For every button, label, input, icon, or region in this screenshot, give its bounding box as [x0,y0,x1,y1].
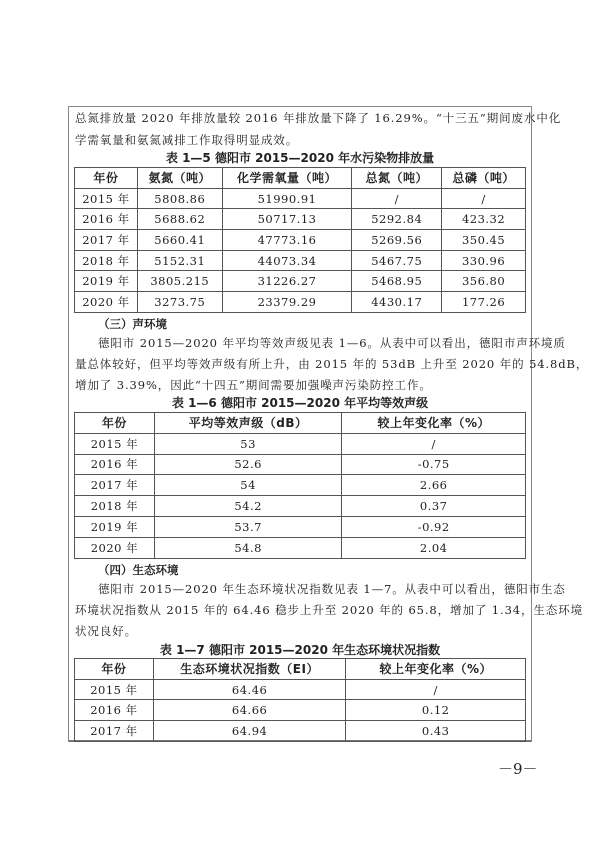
table-cell: 5808.86 [137,188,222,209]
paragraph-line: 状况良好。 [75,624,137,638]
column-header: 生态环境状况指数（EI） [153,659,346,680]
table-cell: 2018 年 [75,250,138,271]
table-row [75,230,526,251]
column-header: 年份 [75,168,138,189]
table-row [75,209,526,230]
table-header-row [75,168,526,189]
table-cell: 3805.215 [137,271,222,292]
table-water-pollutants [74,167,526,313]
table-cell: 2.04 [342,537,526,558]
table-cell: 5688.62 [137,209,222,230]
table-cell: 177.26 [442,292,526,313]
table-cell: 5292.84 [352,209,442,230]
table-cell: 2017 年 [75,721,154,742]
column-header: 总氮（吨） [352,168,442,189]
table1-caption: 表 1—5 德阳市 2015—2020 年水污染物排放量 [165,151,435,165]
paragraph-line: 增加了 3.39%，因此“十四五”期间需要加强噪声污染防控工作。 [75,378,432,392]
table-cell: 54.2 [154,496,342,517]
table-cell: 2017 年 [75,475,155,496]
table2-caption: 表 1—6 德阳市 2015—2020 年平均等效声级 [171,396,429,410]
table-cell: 47773.16 [222,230,352,251]
table-cell: 3273.75 [137,292,222,313]
table-row [75,433,526,454]
table-row [75,537,526,558]
table-cell: 2015 年 [75,679,154,700]
table-cell: 50717.13 [222,209,352,230]
table-cell: 4430.17 [352,292,442,313]
table-cell: 2018 年 [75,496,155,517]
column-header: 平均等效声级（dB） [154,413,342,434]
table-cell: -0.75 [342,454,526,475]
table-cell: 5152.31 [137,250,222,271]
table-cell: 2015 年 [75,433,155,454]
paragraph-line: 量总体较好，但平均等效声级有所上升，由 2015 年的 53dB 上升至 2020 年的 54.8dB， [75,357,589,371]
table-cell: 53.7 [154,516,342,537]
table-cell: 2015 年 [75,188,138,209]
table-cell: 2020 年 [75,537,155,558]
table-cell: 2016 年 [75,454,155,475]
table-header-row [75,659,526,680]
table-row [75,250,526,271]
table-cell: 2019 年 [75,516,155,537]
table-cell: 5660.41 [137,230,222,251]
table-cell: 51990.91 [222,188,352,209]
table-row [75,188,526,209]
table-cell: 0.12 [346,700,526,721]
table-cell: 2.66 [342,475,526,496]
table-row [75,496,526,517]
table-cell: / [352,188,442,209]
column-header: 较上年变化率（%） [342,413,526,434]
column-header: 氨氮（吨） [137,168,222,189]
table-row [75,271,526,292]
column-header: 年份 [75,659,154,680]
table-cell: 44073.34 [222,250,352,271]
table-row [75,292,526,313]
table-cell: 64.94 [153,721,346,742]
table-cell: 52.6 [154,454,342,475]
table-cell: 0.37 [342,496,526,517]
table-cell: 2019 年 [75,271,138,292]
table-cell: 350.45 [442,230,526,251]
table-noise-level [74,412,526,559]
paragraph-line: 总氮排放量 2020 年排放量较 2016 年排放量下降了 16.29%。“十三五”期间废水中化 [75,111,562,125]
paragraph-line: 学需氧量和氨氮减排工作取得明显成效。 [75,133,299,147]
column-header: 化学需氧量（吨） [222,168,352,189]
table-cell: 5467.75 [352,250,442,271]
table-cell: / [346,679,526,700]
page-number: －9－ [498,760,538,778]
table-cell: 54.8 [154,537,342,558]
table-cell: 23379.29 [222,292,352,313]
table-cell: 53 [154,433,342,454]
table-row [75,700,526,721]
table-cell: -0.92 [342,516,526,537]
section-heading-ecology: （四）生态环境 [98,563,179,577]
table-cell: 423.32 [442,209,526,230]
table-eco-index [74,658,526,742]
table-cell: 64.46 [153,679,346,700]
table-cell: / [342,433,526,454]
table-cell: 31226.27 [222,271,352,292]
table-cell: 64.66 [153,700,346,721]
table-row [75,516,526,537]
table-cell: 5269.56 [352,230,442,251]
paragraph-line: 环境状况指数从 2015 年的 64.46 稳步上升至 2020 年的 65.8，增加了 1.34，生态环境 [75,603,584,617]
table-row [75,475,526,496]
paragraph-line: 德阳市 2015—2020 年生态环境状况指数见表 1—7。从表中可以看出，德阳市生态 [98,582,566,596]
table-cell: 330.96 [442,250,526,271]
table-cell: 5468.95 [352,271,442,292]
table-cell: 356.80 [442,271,526,292]
table-cell: 2017 年 [75,230,138,251]
table-cell: 54 [154,475,342,496]
table-row [75,721,526,742]
table-cell: / [442,188,526,209]
section-heading-noise: （三）声环境 [98,317,167,331]
table-cell: 2016 年 [75,700,154,721]
paragraph-line: 德阳市 2015—2020 年平均等效声级见表 1—6。从表中可以看出，德阳市声环境质 [98,336,566,350]
column-header: 较上年变化率（%） [346,659,526,680]
table-cell: 2016 年 [75,209,138,230]
table-cell: 0.43 [346,721,526,742]
table-row [75,679,526,700]
column-header: 总磷（吨） [442,168,526,189]
table3-caption: 表 1—7 德阳市 2015—2020 年生态环境状况指数 [159,643,441,657]
table-header-row [75,413,526,434]
table-row [75,454,526,475]
column-header: 年份 [75,413,155,434]
table-cell: 2020 年 [75,292,138,313]
